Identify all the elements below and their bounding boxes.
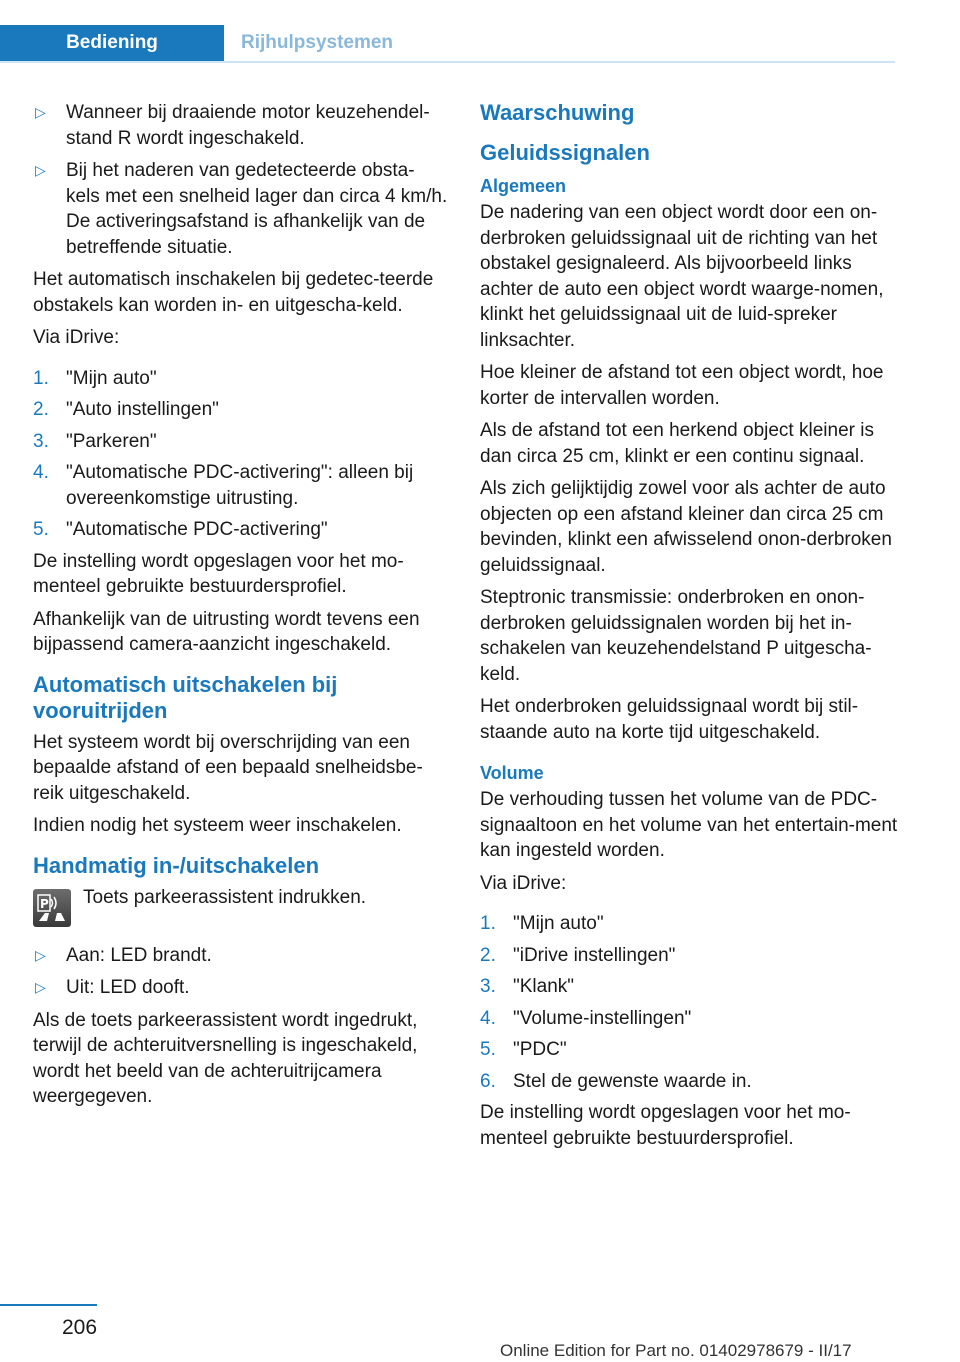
list-item: 6. Stel de gewenste waarde in. xyxy=(480,1070,752,1092)
list-item: 4. "Volume-instellingen" xyxy=(480,1007,692,1029)
idrive-steps-list xyxy=(33,366,448,543)
paragraph: De nadering van een object wordt door een on-derbroken geluidssignaal uit de richting van het obstakel gesignaleerd. Als bijvoorbeeld links achter de auto een object wordt waarge-nomen, klinkt het geluidssignaal uit de luid-spreker linksachter. xyxy=(480,202,884,351)
section-heading: Automatisch uitschakelen bij vooruitrijden xyxy=(33,671,338,723)
left-column xyxy=(33,100,448,1117)
list-item: 5. "PDC" xyxy=(480,1039,567,1060)
section-heading: Waarschuwing xyxy=(480,100,635,125)
chapter-tab-bar xyxy=(0,25,895,63)
paragraph: De instelling wordt opgeslagen voor het mo-menteel gebruikte bestuurdersprofiel. xyxy=(480,1102,851,1149)
tab-rijhulpsystemen[interactable]: Rijhulpsystemen xyxy=(241,32,394,53)
footer-divider xyxy=(0,1304,97,1306)
activation-conditions-list xyxy=(33,100,448,260)
list-item: 5. "Automatische PDC-activering" xyxy=(33,519,328,540)
list-item: ▷ Bij het naderen van gedetecteerde obsta-kels met een snelheid lager dan circa 4 km/h. De activeringsafstand is afhankelijk van de betreffende situatie. xyxy=(35,160,448,258)
edition-note: Online Edition for Part no. 01402978679 - II/17 xyxy=(500,1341,852,1360)
paragraph: Het systeem wordt bij overschrijding van een bepaalde afstand of een bepaald snelheidsbe-reik uitgeschakeld. xyxy=(33,731,423,804)
paragraph: Via iDrive: xyxy=(33,327,120,348)
paragraph: De instelling wordt opgeslagen voor het mo-menteel gebruikte bestuurdersprofiel. xyxy=(33,550,404,597)
list-item: 1. "Mijn auto" xyxy=(33,367,157,389)
paragraph: Als de afstand tot een herkend object kleiner is dan circa 25 cm, klinkt er een continu signaal. xyxy=(480,420,874,467)
svg-text:P: P xyxy=(40,896,49,911)
list-item: 4. "Automatische PDC-activering": alleen bij overeenkomstige uitrusting. xyxy=(33,462,414,509)
triangle-bullet-icon: ▷ xyxy=(35,162,46,178)
subsection-heading: Volume xyxy=(480,763,544,783)
paragraph: Hoe kleiner de afstand tot een object wordt, hoe korter de intervallen worden. xyxy=(480,362,884,409)
paragraph: Het automatisch inschakelen bij gedetec-teerde obstakels kan worden in- en uitgescha-keld. xyxy=(33,269,434,316)
section-heading: Geluidssignalen xyxy=(480,140,650,165)
led-status-list xyxy=(33,943,448,1001)
right-column xyxy=(480,100,898,1158)
section-heading: Handmatig in-/uitschakelen xyxy=(33,852,320,878)
list-item: 2. "iDrive instellingen" xyxy=(480,944,676,966)
list-item: 2. "Auto instellingen" xyxy=(33,399,219,420)
paragraph: Het onderbroken geluidssignaal wordt bij stil-staande auto na korte tijd uitgeschakeld. xyxy=(480,696,859,743)
list-item: 3. "Parkeren" xyxy=(33,430,157,452)
list-item: 1. "Mijn auto" xyxy=(480,913,604,934)
paragraph: De verhouding tussen het volume van de PDC-signaaltoon en het volume van het entertain-ment kan ingesteld worden. xyxy=(480,789,898,861)
paragraph: Afhankelijk van de uitrusting wordt tevens een bijpassend camera-aanzicht ingeschakeld. xyxy=(33,608,420,655)
park-assist-button-icon xyxy=(33,889,71,927)
triangle-bullet-icon: ▷ xyxy=(35,104,46,120)
page-number: 206 xyxy=(62,1316,98,1339)
paragraph: Als zich gelijktijdig zowel voor als achter de auto objecten op een afstand kleiner dan circa 25 cm bevinden, klinkt een afwisselend onon-derbroken geluidssignaal. xyxy=(480,478,892,576)
paragraph: Als de toets parkeerassistent wordt ingedrukt, terwijl de achteruitversnelling is ingeschakeld, wordt het beeld van de achteruitrijcamera weergegeven. xyxy=(33,1009,418,1107)
list-item: ▷ Aan: LED brandt. xyxy=(33,943,448,969)
volume-steps-list xyxy=(480,911,898,1094)
triangle-bullet-icon: ▷ xyxy=(35,979,46,995)
paragraph: Indien nodig het systeem weer inschakelen. xyxy=(33,815,402,836)
tab-bediening[interactable]: Bediening xyxy=(0,25,224,61)
list-item: ▷ Uit: LED dooft. xyxy=(33,975,448,1001)
park-assist-button-instruction xyxy=(33,885,448,935)
button-instruction-text: Toets parkeerassistent indrukken. xyxy=(83,886,367,908)
list-item: ▷ Wanneer bij draaiende motor keuzehendel-stand R wordt ingeschakeld. xyxy=(35,102,430,149)
triangle-bullet-icon: ▷ xyxy=(35,946,46,963)
paragraph: Steptronic transmissie: onderbroken en onon-derbroken geluidssignalen worden bij het in-schakelen van keuzehendelstand P uitgescha-keld. xyxy=(480,587,872,685)
paragraph: Via iDrive: xyxy=(480,872,567,894)
subsection-heading: Algemeen xyxy=(480,176,567,196)
list-item: 3. "Klank" xyxy=(480,976,575,997)
